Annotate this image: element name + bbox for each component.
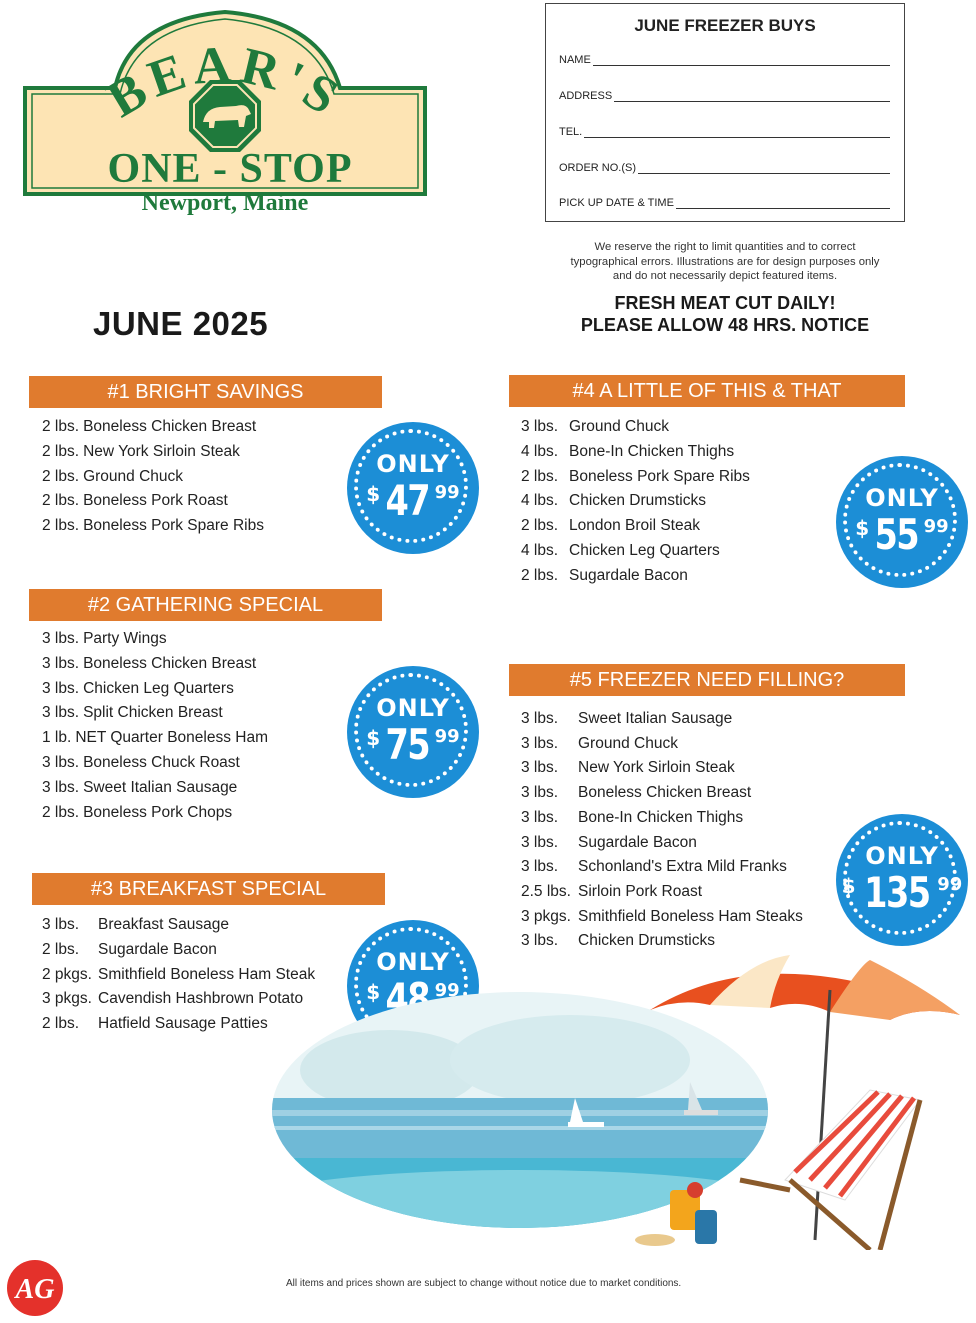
special-4-item — [521, 418, 669, 436]
item-quantity: 2 lbs. — [521, 517, 559, 535]
special-2-item — [42, 779, 237, 797]
item-name: Smithfield Boneless Ham Steak — [98, 965, 316, 983]
special-4-item — [521, 443, 734, 461]
item-name: Split Chicken Breast — [83, 704, 223, 722]
item-name: Ground Chuck — [578, 734, 678, 752]
item-quantity: 3 lbs. — [521, 932, 559, 950]
form-line[interactable] — [638, 163, 890, 174]
special-5-item — [521, 932, 715, 950]
form-line[interactable] — [593, 55, 890, 66]
item-quantity: 3 lbs. — [521, 759, 559, 777]
item-name: Boneless Chicken Breast — [83, 654, 257, 672]
special-4-item — [521, 542, 720, 560]
price-badge-5 — [836, 814, 968, 946]
item-quantity: 2 lbs. — [42, 442, 80, 460]
badge-only: ONLY — [376, 450, 450, 478]
special-5-item — [521, 908, 803, 926]
footnote: All items and prices shown are subject to change without notice due to market conditions. — [286, 1278, 682, 1289]
price-whole: 47 — [385, 476, 430, 525]
item-quantity: 3 lbs. — [521, 734, 559, 752]
form-label: NAME — [559, 54, 591, 66]
notice-line: PLEASE ALLOW 48 HRS. NOTICE — [580, 315, 870, 335]
special-3-item — [42, 941, 217, 959]
item-quantity: 3 lbs. — [521, 833, 559, 851]
badge-price — [347, 720, 479, 769]
badge-price — [347, 476, 479, 525]
special-5-item — [521, 784, 751, 802]
item-quantity: 2 lbs. — [42, 492, 80, 510]
item-quantity: 2 lbs. — [521, 467, 559, 485]
price-whole: 48 — [385, 974, 430, 1023]
price-dollar: $ — [366, 482, 381, 506]
svg-text:BEAR'S — [98, 40, 353, 129]
item-quantity: 3 lbs. — [521, 710, 559, 727]
item-name: Ground Chuck — [83, 467, 184, 485]
item-quantity: 2 lbs. — [42, 418, 80, 435]
special-3-item — [42, 1015, 268, 1033]
item-name: Sweet Italian Sausage — [578, 710, 733, 727]
item-name: Boneless Pork Roast — [83, 492, 228, 510]
disclaimer-line: We reserve the right to limit quantities and to correct — [594, 241, 856, 253]
item-quantity: 2.5 lbs. — [521, 882, 571, 900]
item-name: Sweet Italian Sausage — [83, 778, 238, 796]
form-field-name[interactable] — [559, 54, 890, 66]
badge-only: ONLY — [376, 694, 450, 722]
item-name: Boneless Pork Spare Ribs — [83, 517, 264, 535]
item-quantity: 3 lbs. — [42, 630, 80, 647]
ag-logo — [5, 1258, 65, 1318]
section-header-1: #1 BRIGHT SAVINGS — [29, 376, 382, 408]
item-name: Breakfast Sausage — [98, 916, 229, 933]
item-quantity: 4 lbs. — [521, 492, 559, 510]
badge-price — [836, 510, 968, 559]
item-quantity: 3 lbs. — [42, 654, 80, 672]
badge-only: ONLY — [865, 484, 939, 512]
item-quantity: 3 lbs. — [42, 754, 80, 771]
price-dollar: $ — [366, 980, 381, 1004]
special-2-item — [42, 655, 256, 673]
price-dollar: $ — [841, 874, 856, 898]
price-badge-2 — [347, 666, 479, 798]
item-name: Sugardale Bacon — [569, 566, 688, 584]
disclaimer-line: typographical errors. Illustrations are for design purposes only — [570, 255, 880, 268]
section-header-4: #4 A LITTLE OF THIS & THAT — [509, 375, 905, 407]
special-4-item — [521, 517, 700, 535]
item-name: Bone-In Chicken Thighs — [569, 442, 735, 460]
beach-illustration — [270, 950, 970, 1250]
item-quantity: 3 pkgs. — [42, 990, 92, 1008]
item-name: Party Wings — [83, 630, 167, 647]
item-name: Boneless Pork Spare Ribs — [569, 467, 750, 485]
badge-only: ONLY — [376, 948, 450, 976]
item-quantity: 3 lbs. — [42, 778, 80, 796]
special-3-item — [42, 990, 303, 1008]
special-4-item — [521, 492, 706, 510]
item-quantity: 2 lbs. — [42, 940, 80, 958]
item-name: Chicken Drumsticks — [578, 932, 715, 950]
item-name: London Broil Steak — [569, 517, 700, 535]
form-field-order-no[interactable] — [559, 162, 890, 174]
item-quantity: 3 lbs. — [521, 808, 559, 826]
special-5-item — [521, 735, 678, 753]
item-quantity: 1 lb. — [42, 729, 72, 747]
special-2-item — [42, 704, 223, 722]
price-badge-4 — [836, 456, 968, 588]
item-name: Boneless Chicken Breast — [83, 418, 257, 435]
item-quantity: 2 lbs. — [42, 517, 80, 535]
item-quantity: 2 lbs. — [521, 566, 559, 584]
logo-name-bottom: ONE - STOP — [107, 146, 353, 192]
form-field-tel[interactable] — [559, 126, 890, 138]
logo-name-top: BEAR'S — [97, 40, 353, 129]
form-label: ADDRESS — [559, 90, 613, 102]
beach-scene-graphic — [270, 950, 970, 1250]
item-name: Smithfield Boneless Ham Steaks — [578, 907, 803, 925]
ag-logo-graphic — [5, 1258, 65, 1318]
item-name: Sugardale Bacon — [98, 940, 217, 958]
special-2-item — [42, 630, 167, 648]
special-1-item — [42, 418, 256, 436]
special-2-item — [42, 680, 234, 698]
item-name: New York Sirloin Steak — [578, 759, 735, 777]
item-name: Schonland's Extra Mild Franks — [578, 858, 787, 876]
logo-location: Newport, Maine — [141, 190, 309, 216]
section-header-2: #2 GATHERING SPECIAL — [29, 589, 382, 621]
form-line[interactable] — [676, 198, 890, 209]
special-4-item — [521, 567, 688, 585]
special-1-item — [42, 492, 228, 510]
logo-title-top — [20, 40, 440, 135]
special-2-item — [42, 729, 268, 747]
form-field-address[interactable] — [559, 90, 890, 102]
item-name: Chicken Leg Quarters — [83, 679, 234, 697]
item-quantity: 3 lbs. — [521, 418, 559, 435]
item-name: Bone-In Chicken Thighs — [578, 808, 744, 826]
form-label: PICK UP DATE & TIME — [559, 197, 674, 209]
special-2-item — [42, 754, 240, 772]
order-form — [545, 3, 905, 222]
special-3-item — [42, 916, 229, 934]
item-quantity: 3 pkgs. — [521, 907, 571, 925]
special-2-item — [42, 804, 232, 822]
item-name: Chicken Leg Quarters — [569, 542, 720, 559]
item-quantity: 3 lbs. — [42, 679, 80, 697]
special-5-item — [521, 759, 735, 777]
item-quantity: 4 lbs. — [521, 542, 559, 559]
item-name: Hatfield Sausage Patties — [98, 1015, 268, 1033]
disclaimer-line: and do not necessarily depict featured items. — [612, 270, 838, 282]
price-cents: 99 — [434, 482, 460, 503]
price-whole: 135 — [863, 868, 930, 917]
section-header-5: #5 FREEZER NEED FILLING? — [509, 664, 905, 696]
price-dollar: $ — [855, 516, 870, 540]
item-name: Sirloin Pork Roast — [578, 882, 703, 900]
badge-price — [836, 868, 968, 917]
price-cents: 99 — [434, 726, 460, 747]
price-cents: 99 — [937, 874, 963, 895]
special-5-item — [521, 883, 702, 901]
item-quantity: 3 lbs. — [42, 704, 80, 722]
ag-logo-text: AG — [15, 1274, 55, 1305]
badge-only: ONLY — [865, 842, 939, 870]
item-name: Boneless Chicken Breast — [578, 784, 752, 802]
special-5-item — [521, 809, 743, 827]
form-field-pickup[interactable] — [559, 197, 890, 209]
item-quantity: 2 lbs. — [42, 467, 80, 485]
item-name: NET Quarter Boneless Ham — [75, 729, 268, 747]
price-cents: 99 — [434, 980, 460, 1001]
section-header-3: #3 BREAKFAST SPECIAL — [32, 873, 385, 905]
logo-arc-text — [20, 40, 440, 130]
special-4-item — [521, 468, 750, 486]
form-label: ORDER NO.(S) — [559, 162, 636, 174]
form-line[interactable] — [614, 91, 890, 102]
item-quantity: 2 lbs. — [42, 1015, 80, 1033]
item-name: Boneless Chuck Roast — [83, 754, 240, 771]
item-quantity: 3 lbs. — [42, 916, 80, 933]
price-whole: 55 — [874, 510, 919, 559]
special-1-item — [42, 517, 264, 535]
form-label: TEL. — [559, 126, 583, 138]
notice-line: FRESH MEAT CUT DAILY! — [614, 293, 836, 313]
price-badge-1 — [347, 422, 479, 554]
special-5-item — [521, 834, 697, 852]
item-quantity: 2 lbs. — [42, 803, 80, 821]
item-name: Cavendish Hashbrown Potato — [98, 990, 304, 1008]
special-1-item — [42, 443, 240, 461]
item-name: Chicken Drumsticks — [569, 492, 706, 510]
price-whole: 75 — [385, 720, 430, 769]
special-5-item — [521, 710, 732, 728]
item-quantity: 3 lbs. — [521, 858, 559, 876]
item-name: Ground Chuck — [569, 418, 669, 435]
item-name: New York Sirloin Steak — [83, 442, 240, 460]
notice — [540, 292, 910, 336]
item-name: Sugardale Bacon — [578, 833, 697, 851]
item-quantity: 4 lbs. — [521, 442, 559, 460]
item-quantity: 3 lbs. — [521, 784, 559, 802]
item-quantity: 2 pkgs. — [42, 965, 92, 983]
price-dollar: $ — [366, 726, 381, 750]
order-form-title: JUNE FREEZER BUYS — [634, 16, 816, 35]
form-line[interactable] — [584, 127, 890, 138]
special-5-item — [521, 858, 787, 876]
item-name: Boneless Pork Chops — [83, 803, 233, 821]
disclaimer — [540, 240, 910, 284]
price-cents: 99 — [923, 516, 949, 537]
month-title: JUNE 2025 — [93, 305, 269, 342]
special-1-item — [42, 468, 183, 486]
